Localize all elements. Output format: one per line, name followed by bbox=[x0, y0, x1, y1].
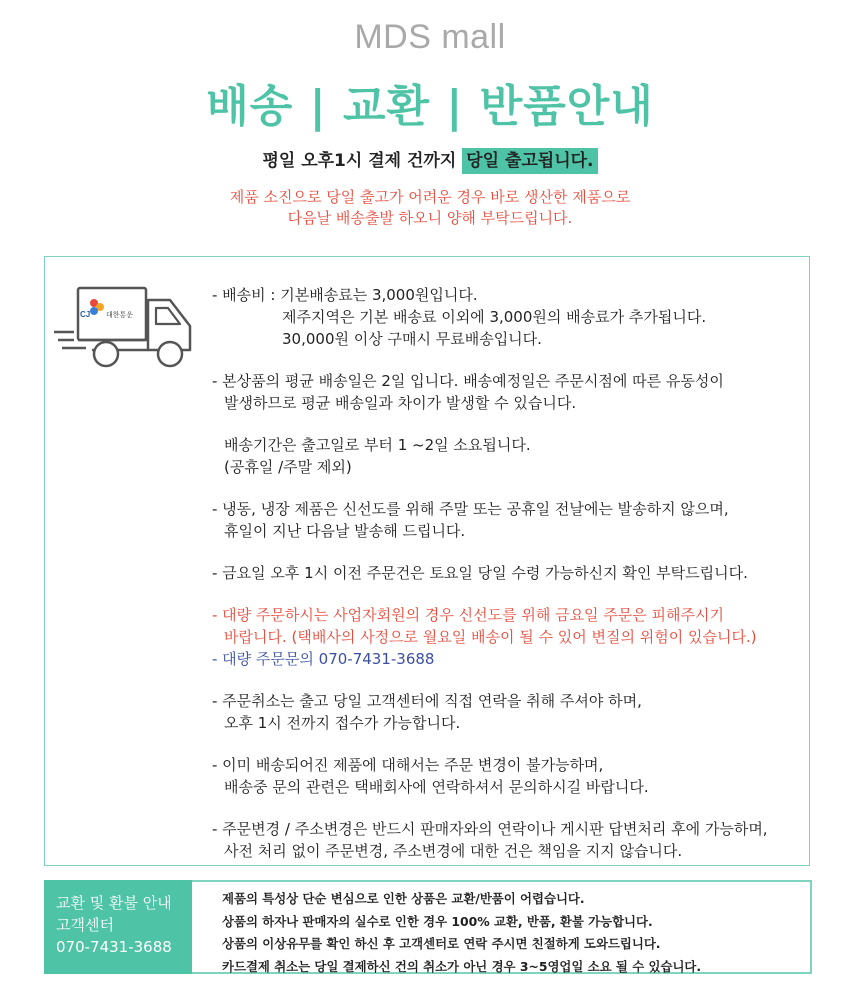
change-line: - 주문변경 / 주소변경은 반드시 판매자와의 연락이나 게시판 답변처리 후에 가능하며, bbox=[212, 820, 768, 838]
same-day-notice bbox=[0, 146, 860, 171]
policy-line: 제품의 특성상 단순 변심으로 인한 상품은 교환/반품이 어렵습니다. bbox=[222, 891, 585, 906]
customer-center-phone: 070-7431-3688 bbox=[56, 938, 172, 956]
shipped-line: 배송중 문의 관련은 택배회사에 연락하셔서 문의하시길 바랍니다. bbox=[224, 778, 649, 796]
cj-logo-text: 대한통운 bbox=[106, 311, 134, 319]
warning-line: 다음날 배송출발 하오니 양해 부탁드립니다. bbox=[287, 209, 573, 227]
frozen-line: 휴일이 지난 다음날 발송해 드립니다. bbox=[224, 522, 466, 540]
shipping-fee-line: 30,000원 이상 구매시 무료배송입니다. bbox=[282, 330, 542, 348]
notice-highlight: 당일 출고됩니다. bbox=[462, 148, 597, 174]
shipped-line: - 이미 배송되어진 제품에 대해서는 주문 변경이 불가능하며, bbox=[212, 756, 604, 774]
shipping-info-content bbox=[212, 284, 802, 862]
brand-logo: MDS mall bbox=[354, 18, 506, 56]
bulk-warning-line: 바랍니다. (택배사의 사정으로 월요일 배송이 될 수 있어 변질의 위험이 있습니다.) bbox=[224, 628, 757, 646]
change-line: 사전 처리 없이 주문변경, 주소변경에 대한 건은 책임을 지지 않습니다. bbox=[224, 842, 683, 860]
avg-delivery-line: 발생하므로 평균 배송일과 차이가 발생할 수 있습니다. bbox=[224, 394, 577, 412]
cancel-line: - 주문취소는 출고 당일 고객센터에 직접 연락을 취해 주셔야 하며, bbox=[212, 692, 642, 710]
avg-delivery-line: - 본상품의 평균 배송일은 2일 입니다. 배송예정일은 주문시점에 따른 유동성이 bbox=[212, 372, 724, 390]
customer-center-panel bbox=[44, 880, 192, 974]
policy-line: 상품의 하자나 판매자의 실수로 인한 경우 100% 교환, 반품, 환불 가능합니다. bbox=[222, 913, 653, 929]
page-title: 배송 | 교환 | 반품안내 bbox=[206, 81, 654, 132]
notice-text: 평일 오후1시 결제 건까지 bbox=[262, 151, 463, 171]
bulk-contact-line: - 대량 주문문의 070-7431-3688 bbox=[212, 650, 435, 668]
stock-warning bbox=[0, 187, 860, 229]
customer-center-label: 고객센터 bbox=[56, 916, 114, 934]
frozen-line: - 냉동, 냉장 제품은 신선도를 위해 주말 또는 공휴일 전날에는 발송하지 않으며, bbox=[212, 500, 729, 518]
friday-order-line: - 금요일 오후 1시 이전 주문건은 토요일 당일 수령 가능하신지 확인 부탁드립니다. bbox=[212, 564, 748, 582]
delivery-period-line: 배송기간은 출고일로 부터 1 ~2일 소요됩니다. bbox=[224, 436, 531, 454]
delivery-truck-icon bbox=[52, 284, 198, 370]
shipping-fee-line: 제주지역은 기본 배송료 이외에 3,000원의 배송료가 추가됩니다. bbox=[282, 308, 707, 326]
policy-line: 카드결제 취소는 당일 결제하신 건의 취소가 아닌 경우 3~5영업일 소요 될 수 있습니다. bbox=[222, 958, 702, 974]
delivery-period-line: (공휴일 /주말 제외) bbox=[224, 458, 352, 476]
warning-line: 제품 소진으로 당일 출고가 어려운 경우 바로 생산한 제품으로 bbox=[229, 188, 631, 206]
cancel-line: 오후 1시 전까지 접수가 가능합니다. bbox=[224, 714, 461, 732]
exchange-label: 교환 및 환불 안내 bbox=[56, 894, 172, 912]
bulk-warning-line: - 대량 주문하시는 사업자회원의 경우 신선도를 위해 금요일 주문은 피해주시기 bbox=[212, 606, 725, 624]
policy-line: 상품의 이상유무를 확인 하신 후 고객센터로 연락 주시면 친절하게 도와드립니다. bbox=[222, 936, 661, 951]
cj-logo-mark: CJ bbox=[80, 310, 91, 319]
exchange-refund-section bbox=[44, 880, 812, 974]
exchange-policy-panel bbox=[192, 880, 812, 974]
shipping-fee-line: - 배송비 : 기본배송료는 3,000원입니다. bbox=[212, 286, 478, 304]
